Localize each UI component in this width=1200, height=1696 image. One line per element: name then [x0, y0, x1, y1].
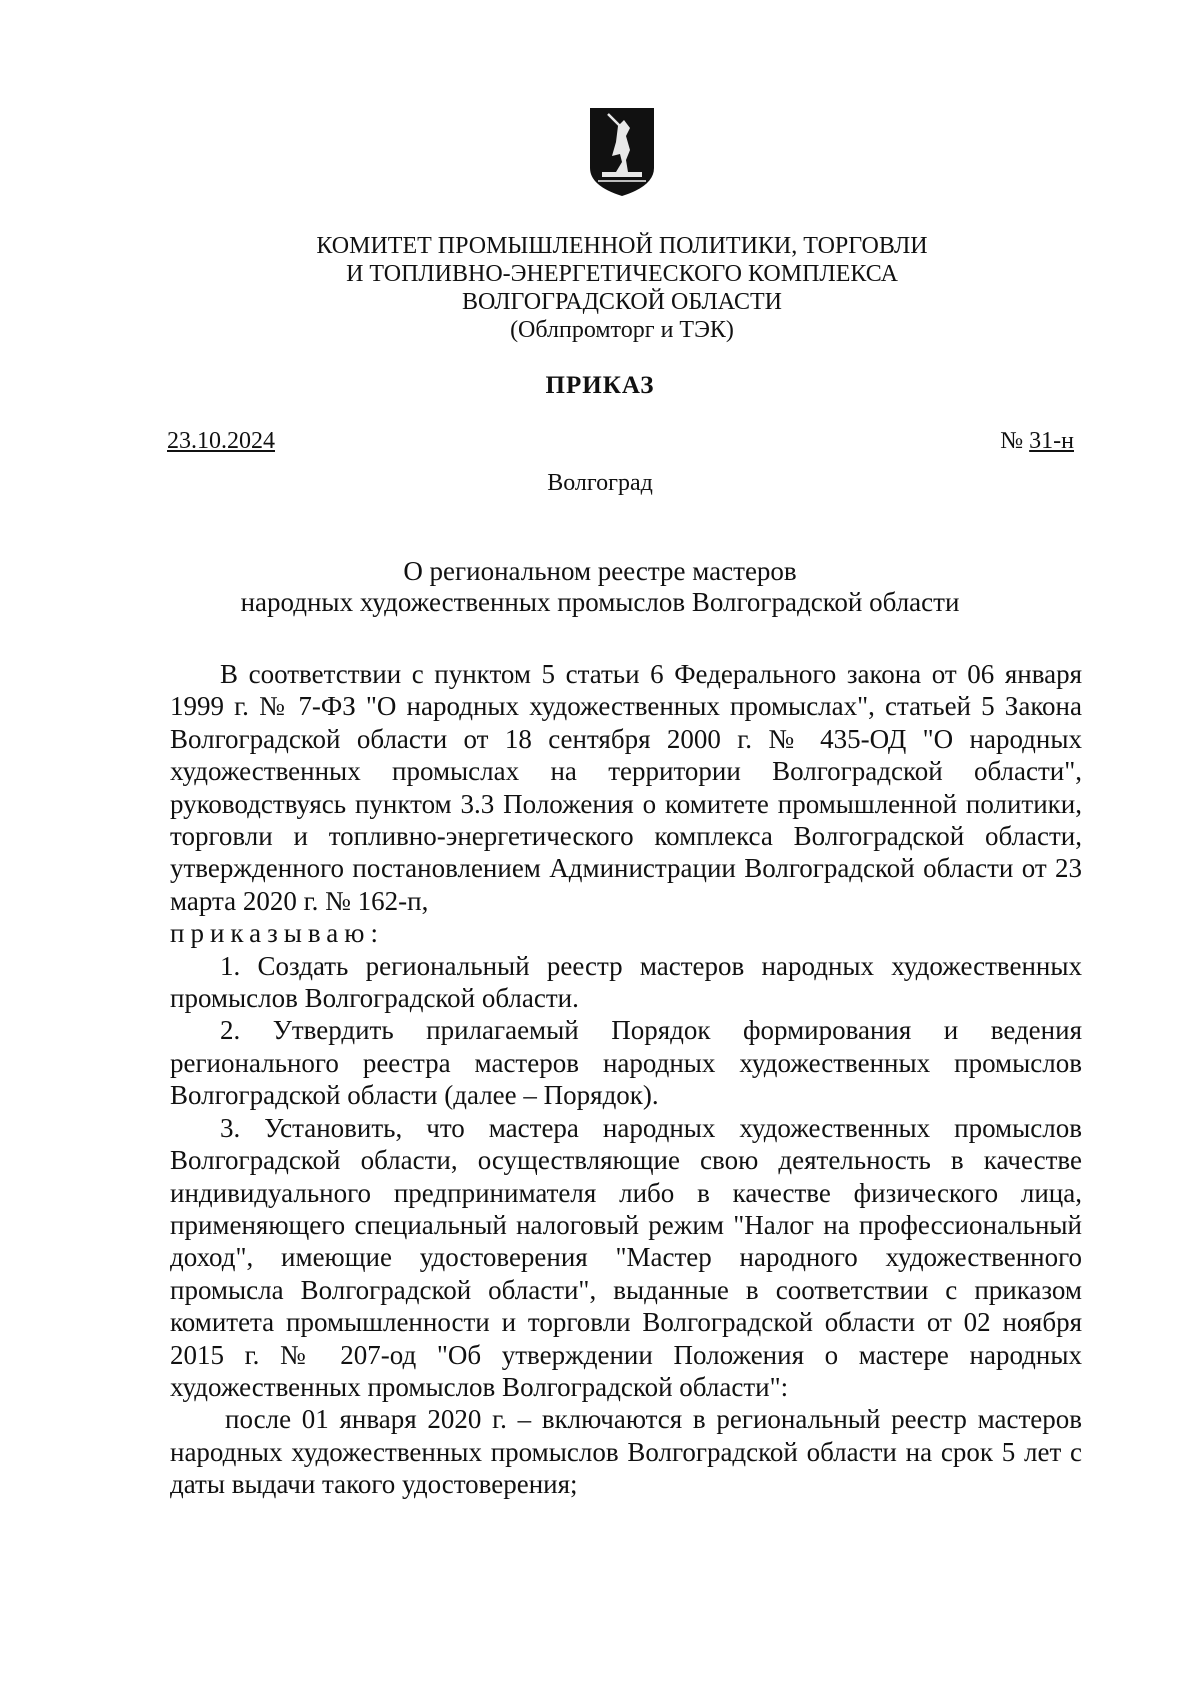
- item-2-paragraph: 2. Утвердить прилагаемый Порядок формирования и ведения регионального реестра мастеров народных художественных промыслов Волгоградской области (далее – Порядок).: [170, 1015, 1082, 1111]
- order-date: 23.10.2024: [167, 428, 275, 454]
- order-body: [170, 658, 1082, 1501]
- order-subject: [160, 556, 1040, 618]
- number-sign: №: [1000, 428, 1024, 454]
- document-type-title: ПРИКАЗ: [545, 372, 655, 399]
- committee-name: [240, 232, 1004, 344]
- subject-line: народных художественных промыслов Волгоградской области: [240, 587, 960, 617]
- item-3-subparagraph: после 01 января 2020 г. – включаются в региональный реестр мастеров народных художественных промыслов Волгоградской области на срок 5 лет с даты выдачи такого удостоверения;: [170, 1404, 1082, 1500]
- number-value: 31-н: [1029, 428, 1074, 454]
- subject-line: О региональном реестре мастеров: [403, 556, 797, 586]
- order-number: [1000, 428, 1074, 455]
- order-word: приказываю:: [170, 918, 384, 949]
- coat-of-arms-icon: [586, 106, 658, 200]
- committee-line: И ТОПЛИВНО-ЭНЕРГЕТИЧЕСКОГО КОМПЛЕКСА: [346, 261, 898, 287]
- item-1-paragraph: 1. Создать региональный реестр мастеров народных художественных промыслов Волгоградской области.: [170, 950, 1082, 1014]
- committee-abbreviation: (Облпромторг и ТЭК): [510, 317, 734, 343]
- item-3-paragraph: 3. Установить, что мастера народных художественных промыслов Волгоградской области, осуществляющие свою деятельность в качестве индивидуального предпринимателя либо в качестве физического лица, применяющего специальный налоговый режим "Налог на профессиональный доход", имеющие удостоверения "Мастер народного художественного промысла Волгоградской области", выданные в соответствии с приказом комитета промышленности и торговли Волгоградской области от 02 ноября 2015 г. № 207-од "Об утверждении Положения о мастере народных художественных промыслов Волгоградской области":: [170, 1112, 1082, 1402]
- committee-line: КОМИТЕТ ПРОМЫШЛЕННОЙ ПОЛИТИКИ, ТОРГОВЛИ: [316, 233, 928, 259]
- city-name: Волгоград: [547, 470, 653, 496]
- committee-line: ВОЛГОГРАДСКОЙ ОБЛАСТИ: [462, 289, 782, 315]
- preamble-paragraph: В соответствии с пунктом 5 статьи 6 Федерального закона от 06 января 1999 г. № 7-ФЗ "О народных художественных промыслах", статьей 5 Закона Волгоградской области от 18 сентября 2000 г. № 435-ОД "О народных художественных промыслах на территории Волгоградской области", руководствуясь пунктом 3.3 Положения о комитете промышленной политики, торговли и топливно-энергетического комплекса Волгоградской области, утвержденного постановлением Администрации Волгоградской области от 23 марта 2020 г. № 162-п,: [170, 659, 1082, 916]
